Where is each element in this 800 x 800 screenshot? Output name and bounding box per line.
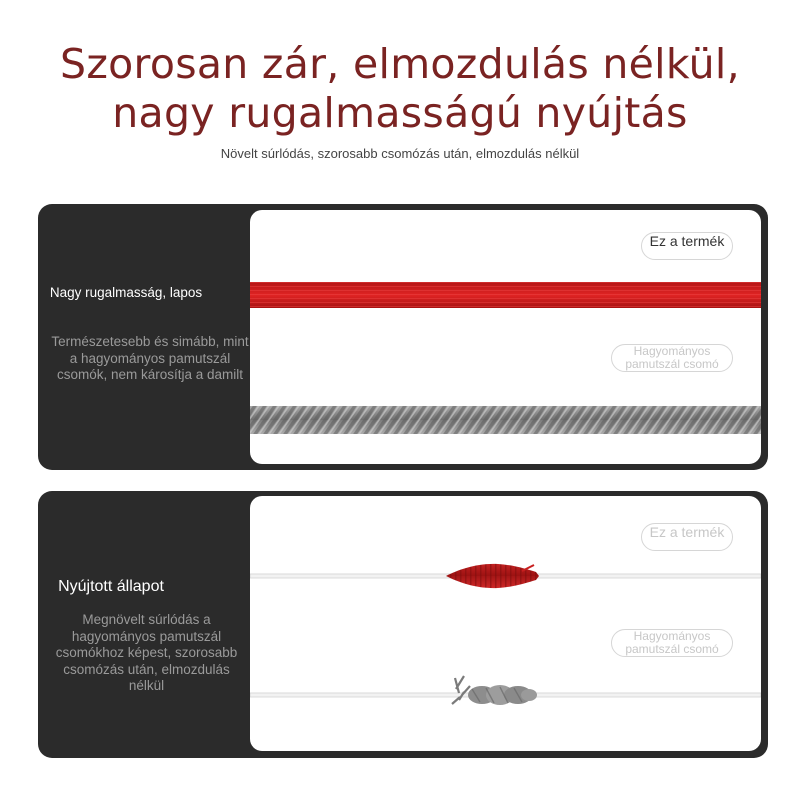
headline-line-2: nagy rugalmasságú nyújtás	[112, 89, 688, 137]
subtitle: Növelt súrlódás, szorosabb csomózás után, elmozdulás nélkül	[220, 146, 580, 161]
traditional-cotton-knot	[250, 406, 761, 434]
panel-title: Nyújtott állapot	[58, 578, 164, 595]
product-red-knot	[446, 564, 539, 588]
comparison-image-window	[250, 496, 761, 751]
traditional-cotton-knot	[452, 676, 537, 705]
product-label: Ez a termék	[641, 523, 733, 551]
traditional-label: Hagyományos pamutszál csomó	[611, 629, 733, 657]
flat-state-panel	[38, 204, 768, 470]
panel-description: Megnövelt súrlódás a hagyományos pamutszál csomókhoz képest, szorosabb csomózás után, elmozdulás nélkül	[55, 612, 238, 693]
panel-title: Nagy rugalmasság, lapos	[49, 285, 203, 300]
product-label: Ez a termék	[641, 232, 733, 260]
comparison-image-window	[250, 210, 761, 464]
headline-line-1: Szorosan zár, elmozdulás nélkül,	[60, 40, 740, 88]
traditional-label: Hagyományos pamutszál csomó	[611, 344, 733, 372]
panel-description: Természetesebb és simább, mint a hagyományos pamutszál csomók, nem károsítja a damilt	[51, 334, 249, 382]
stretched-state-panel	[38, 491, 768, 758]
